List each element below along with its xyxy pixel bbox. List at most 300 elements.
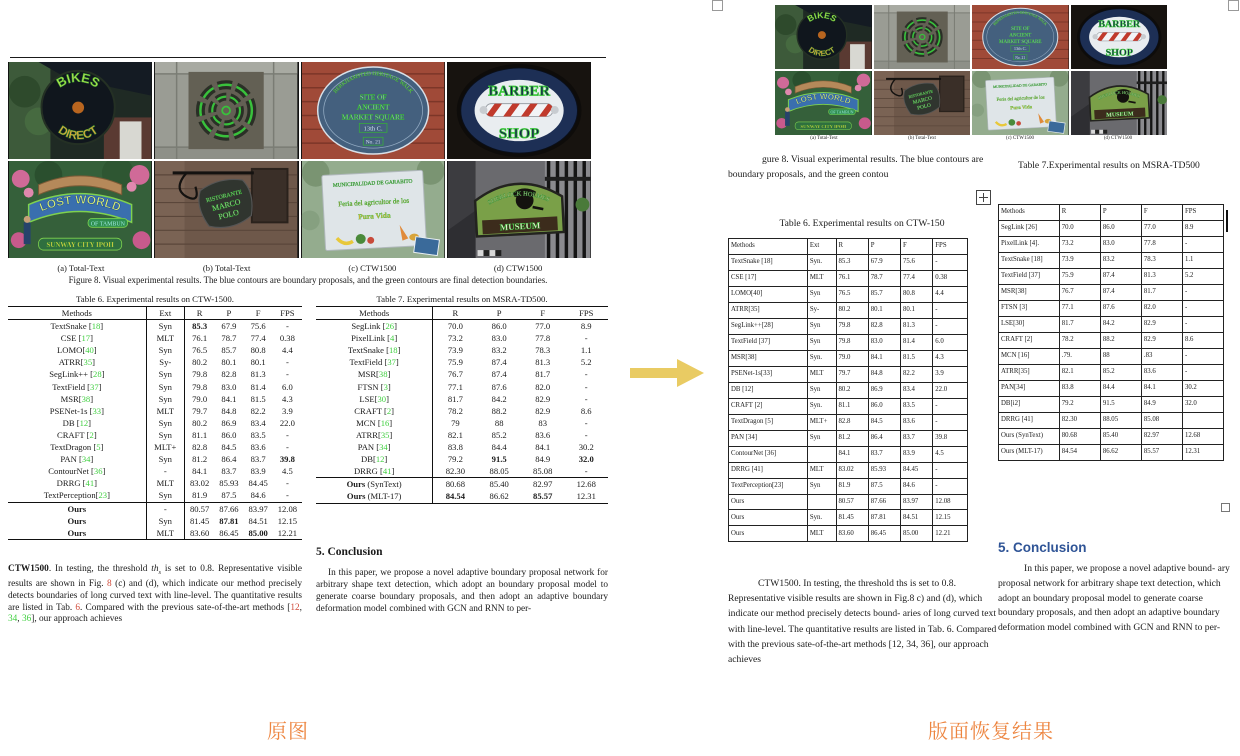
table-cell: 85.00 — [901, 526, 933, 542]
table-cell: 85.7 — [868, 286, 900, 302]
table-row — [729, 350, 968, 366]
column-header: R — [433, 307, 478, 320]
table-cell: 83.8 — [1059, 380, 1100, 396]
table-cell: 91.5 — [491, 454, 507, 465]
table-cell: 87.4 — [491, 369, 507, 380]
table-cell — [807, 494, 836, 510]
table-cell: Ours (SynText) — [999, 428, 1060, 444]
table-cell: 87.4 — [1100, 268, 1141, 284]
table-cell: 0.38 — [279, 333, 295, 344]
table-cell: 22.0 — [279, 417, 295, 428]
table-cell: CSE [17] — [8, 332, 146, 344]
table-cell: 12.68 — [1182, 428, 1223, 444]
table-cell — [1182, 412, 1223, 428]
column-header: Methods — [316, 307, 433, 320]
table-cell: 80.1 — [901, 302, 933, 318]
table-cell: 12.08 — [933, 494, 968, 510]
table-row — [729, 286, 968, 302]
table-cell: 84.5 — [221, 442, 237, 453]
conclusion-paragraph: In this paper, we propose a novel adaptive boundary proposal network for arbitrary shape text detection, which adopt an boundary proposal model to generate coarse boundary proposals, and then adopt an adaptive boundary deformation model combined with GCN and RNN to per- — [316, 568, 608, 614]
table-cell: 39.8 — [933, 430, 968, 446]
table-cell: Sy- — [146, 356, 184, 368]
table-cell: 78.7 — [868, 270, 900, 286]
column-header: R — [1059, 205, 1100, 221]
table-cell: 76.1 — [192, 333, 208, 344]
table-cell: - — [285, 490, 289, 501]
table-cell: 82.8 — [836, 414, 868, 430]
table-cell: PSENet-1s [33] — [8, 405, 146, 417]
column-header: R — [836, 239, 868, 255]
table-cell: 80.8 — [250, 345, 266, 356]
table7-title-recovered: Table 7.Experimental results on MSRA-TD500 — [1018, 160, 1200, 171]
table-cell: DB[i2] — [999, 396, 1060, 412]
table-cell: - — [1182, 348, 1223, 364]
table-row — [999, 316, 1224, 332]
table-cell: 86.4 — [221, 454, 237, 465]
table-cell: 79.7 — [836, 366, 868, 382]
photo-market-plaque-small — [972, 5, 1069, 69]
page-corner-mark-right — [1228, 0, 1239, 11]
table-row — [316, 417, 608, 429]
table-cell: - — [146, 465, 184, 477]
table-cell: DB [12] — [8, 417, 146, 429]
table-cell: ATRR[35] — [8, 356, 146, 368]
table-cell: 12.31 — [576, 491, 596, 502]
table-cell: 73.9 — [447, 345, 463, 356]
table-cell: 87.66 — [868, 494, 900, 510]
table-cell: 85.93 — [219, 478, 239, 489]
table-cell: 81.1 — [192, 429, 208, 440]
table-cell: CRAFT [2] — [999, 332, 1060, 348]
table-row — [999, 236, 1224, 252]
table-cell: 83.0 — [491, 333, 507, 344]
table-cell: - — [1182, 316, 1223, 332]
table-cell: Ours — [8, 527, 146, 540]
table-cell: 82.9 — [1141, 316, 1182, 332]
table-row — [999, 396, 1224, 412]
table-row — [729, 302, 968, 318]
table-cell: 84.4 — [491, 442, 507, 453]
table-cell: - — [285, 442, 289, 453]
table-cell: 84.1 — [535, 442, 551, 453]
table-move-handle-icon[interactable] — [976, 190, 991, 205]
table-cell: 12.31 — [1182, 444, 1223, 460]
table-cell: 83.60 — [189, 527, 210, 538]
photo-marco-polo-small — [874, 71, 971, 135]
table-cell: MLT — [146, 405, 184, 417]
table-cell: Syn — [807, 382, 836, 398]
table-cell: - — [285, 357, 289, 368]
table-cell: 4.5 — [282, 466, 293, 477]
table-cell: 83.02 — [836, 462, 868, 478]
table-cell: SegLink++ [28] — [8, 368, 146, 380]
table-cell: DRRG [41] — [8, 477, 146, 489]
table-cell: 84.4 — [1100, 380, 1141, 396]
table-header-row — [729, 239, 968, 255]
column-header: FPS — [933, 239, 968, 255]
table-cell: 4.4 — [282, 345, 293, 356]
table-cell: - — [584, 429, 588, 440]
table-cell: Ours — [729, 526, 808, 542]
photo-bikes-direct — [8, 62, 152, 159]
table-row — [999, 412, 1224, 428]
table-cell: 84.1 — [836, 446, 868, 462]
table-cell: 82.2 — [250, 405, 266, 416]
table-cell: - — [285, 429, 289, 440]
page-top-rule — [10, 57, 606, 58]
table-cell: ATRR[35] — [999, 364, 1060, 380]
photo-barber-shop — [447, 62, 591, 159]
table-cell: 80.68 — [1059, 428, 1100, 444]
table-row — [729, 462, 968, 478]
table-cell: 81.45 — [189, 515, 210, 526]
table6-title-recovered: Table 6. Experimental results on CTW-150 — [779, 218, 945, 229]
table-cell: 85.3 — [836, 254, 868, 270]
table-cell: 77.4 — [901, 270, 933, 286]
table-cell: 80.1 — [250, 357, 266, 368]
text-cursor — [1226, 210, 1228, 232]
table-cell: Syn — [807, 334, 836, 350]
table-cell: .83 — [1141, 348, 1182, 364]
table-cell: 79.8 — [836, 318, 868, 334]
table-row — [729, 398, 968, 414]
table-cell: 84.6 — [901, 478, 933, 494]
table-cell: 81.3 — [535, 357, 551, 368]
table-cell: 81.9 — [836, 478, 868, 494]
table-cell: 76.5 — [192, 345, 208, 356]
table-cell: DB [12] — [729, 382, 808, 398]
table-cell: 79.7 — [192, 405, 208, 416]
column-header: F — [1141, 205, 1182, 221]
table-row — [316, 332, 608, 344]
table-cell: 83.7 — [250, 454, 266, 465]
table-cell: Syn. — [807, 350, 836, 366]
table-cell: 79.2 — [447, 454, 463, 465]
table-header-row — [999, 205, 1224, 221]
figure8-caption: Figure 8. Visual experimental results. The blue contours are boundary proposals, and the green contours are final detection boundaries. — [68, 275, 548, 285]
table-cell: 85.40 — [477, 478, 521, 491]
table6-recovered — [728, 238, 968, 542]
table-cell: Syn — [146, 393, 184, 405]
table-cell: 79.0 — [192, 393, 208, 404]
table-cell: 88 — [1100, 348, 1141, 364]
table-row — [8, 527, 302, 540]
table-cell: MSR[38] — [999, 284, 1060, 300]
table-cell: 77.0 — [535, 321, 551, 332]
table-cell: 86.0 — [868, 398, 900, 414]
table-cell: 82.8 — [221, 369, 237, 380]
table-row — [729, 510, 968, 526]
column-header: Methods — [999, 205, 1060, 221]
table-cell: MCN [16] — [316, 417, 433, 429]
table-cell: TextPerception[23] — [729, 478, 808, 494]
table-row — [729, 366, 968, 382]
table-row — [729, 254, 968, 270]
table-cell: 22.0 — [933, 382, 968, 398]
table-cell: PAN [34] — [8, 453, 146, 465]
table-cell: TextField [37] — [316, 356, 433, 368]
table-cell: .79. — [1059, 348, 1100, 364]
table-row — [729, 430, 968, 446]
table-cell: 86.4 — [868, 430, 900, 446]
column-header: P — [1100, 205, 1141, 221]
table-cell: 77.8 — [535, 333, 551, 344]
table-cell: 12.21 — [277, 527, 298, 538]
table-resize-handle[interactable] — [1221, 503, 1230, 512]
table7-recovered — [998, 204, 1224, 461]
table-cell: 82.97 — [1141, 428, 1182, 444]
table-cell: 83.02 — [189, 478, 210, 489]
table-cell: 82.0 — [535, 381, 551, 392]
column-header: P — [477, 307, 521, 320]
table-row — [316, 320, 608, 333]
photo-lost-world — [8, 161, 152, 258]
table-cell: 87.6 — [491, 381, 507, 392]
table-cell: 85.57 — [533, 491, 553, 502]
table-cell: - — [933, 462, 968, 478]
table-row — [316, 465, 608, 478]
original-page — [8, 52, 608, 656]
table-cell: 67.9 — [221, 321, 237, 332]
table-cell: 84.45 — [248, 478, 268, 489]
column-header: R — [184, 307, 214, 320]
table-cell: 5.2 — [1182, 268, 1223, 284]
table-cell: 32.0 — [1182, 396, 1223, 412]
table-row — [8, 441, 302, 453]
table-cell: TextSnake [18] — [999, 252, 1060, 268]
table-header-row — [316, 307, 608, 320]
table-cell: 84.51 — [901, 510, 933, 526]
table-cell: Ours — [8, 502, 146, 515]
subcaption-a: (a) Total-Text — [57, 263, 105, 273]
table-cell: 86.45 — [219, 527, 239, 538]
table-cell: - — [285, 369, 289, 380]
table-cell: Syn — [146, 368, 184, 380]
table-cell: PixelLink [4] — [316, 332, 433, 344]
table-cell: 81.2 — [836, 430, 868, 446]
table-cell: 83 — [538, 417, 547, 428]
table-cell: 78.2 — [447, 405, 463, 416]
table-cell: - — [285, 321, 289, 332]
table-cell: 6.0 — [282, 381, 293, 392]
table-cell: 12.15 — [277, 515, 298, 526]
table-cell: FTSN [3] — [999, 300, 1060, 316]
table-cell: DRRG [41] — [729, 462, 808, 478]
column-header: FPS — [1182, 205, 1223, 221]
table-row — [8, 477, 302, 489]
table-cell: 83.8 — [447, 442, 463, 453]
table-cell: 73.2 — [1059, 236, 1100, 252]
column-header: F — [521, 307, 565, 320]
table-cell: 80.8 — [901, 286, 933, 302]
table-row — [999, 268, 1224, 284]
table-cell: 80.1 — [221, 357, 237, 368]
table-cell: Ours (SynText) — [316, 478, 433, 491]
photo-bikes-direct-small — [775, 5, 872, 69]
table-cell: 73.2 — [447, 333, 463, 344]
table-cell: 87.6 — [1100, 300, 1141, 316]
table-row — [316, 368, 608, 380]
table-cell: 83.7 — [221, 466, 237, 477]
table-cell: 0.38 — [933, 270, 968, 286]
table-cell: Syn — [807, 318, 836, 334]
table-cell: 84.2 — [1100, 316, 1141, 332]
figure8-photo-grid — [8, 62, 591, 258]
table-cell: 87.4 — [491, 357, 507, 368]
table-cell: 84.6 — [250, 490, 266, 501]
table-cell: MLT — [807, 462, 836, 478]
table-cell: 84.51 — [248, 515, 268, 526]
conclusion-paragraph-recovered: In this paper, we propose a novel adaptive bound- ary proposal network for arbitrary shape text detection, which adopt an boundary proposal model to generate coarse boundary proposals, and then adopt an adaptive boundary deformation model combined with GCN and RNN to per- — [998, 563, 1230, 634]
table-cell: 84.8 — [868, 366, 900, 382]
table-cell: 83.4 — [901, 382, 933, 398]
table-cell: 84.45 — [901, 462, 933, 478]
table-cell: Syn — [146, 515, 184, 527]
table-cell: 79.0 — [836, 350, 868, 366]
table-cell: - — [933, 478, 968, 494]
table-cell: 83.6 — [901, 414, 933, 430]
table-cell: 75.6 — [250, 321, 266, 332]
table-cell: 81.5 — [250, 393, 266, 404]
table-row — [729, 526, 968, 542]
table-cell: 81.7 — [447, 393, 463, 404]
table-cell: 79.8 — [192, 381, 208, 392]
table-row — [316, 405, 608, 417]
table-cell: Ours — [729, 510, 808, 526]
figure8-photo-grid-recovered — [775, 5, 1167, 135]
table-cell: 82.9 — [1141, 332, 1182, 348]
table-cell: 76.1 — [836, 270, 868, 286]
table-cell: 86.0 — [1100, 220, 1141, 236]
table-row — [316, 478, 608, 491]
table-cell: 85.08 — [1141, 412, 1182, 428]
table-row — [8, 332, 302, 344]
table-cell: 83.7 — [901, 430, 933, 446]
table-row — [999, 252, 1224, 268]
table-cell: - — [285, 478, 289, 489]
table-cell: TextDragon [5] — [8, 441, 146, 453]
table-cell: 80.57 — [836, 494, 868, 510]
table-cell: 88 — [494, 417, 504, 428]
table-cell: 81.4 — [250, 381, 266, 392]
table-cell: 86.0 — [221, 429, 237, 440]
table-cell: 83.5 — [250, 429, 266, 440]
table-cell: 77.1 — [1059, 300, 1100, 316]
table-cell: MLT — [146, 527, 184, 540]
table-cell: 83.9 — [901, 446, 933, 462]
table-cell: 5.2 — [580, 357, 592, 368]
table-cell: TextDragon [5] — [729, 414, 808, 430]
table-cell: Syn — [146, 320, 184, 333]
table-cell: 81.4 — [901, 334, 933, 350]
table-cell: 81.7 — [1059, 316, 1100, 332]
table-cell: 84.5 — [868, 414, 900, 430]
table-cell: 76.5 — [836, 286, 868, 302]
table-cell: Syn — [146, 453, 184, 465]
table-cell: - — [584, 369, 588, 380]
table-cell: 75.9 — [447, 357, 463, 368]
table-cell: MLT — [807, 270, 836, 286]
table-cell: 84.1 — [868, 350, 900, 366]
table-cell: 86.0 — [491, 321, 507, 332]
table-cell: 85.7 — [221, 345, 237, 356]
table-cell: 81.3 — [901, 318, 933, 334]
table-cell: 3.9 — [933, 366, 968, 382]
table-cell: 88.05 — [1100, 412, 1141, 428]
table-cell: 30.2 — [578, 442, 594, 453]
table-cell: 84.1 — [221, 393, 237, 404]
column-header: P — [214, 307, 243, 320]
table-cell: 83.2 — [1100, 252, 1141, 268]
table-row — [729, 494, 968, 510]
table-cell: FTSN [3] — [316, 381, 433, 393]
table-cell: - — [1182, 364, 1223, 380]
table-cell: TextPerception[23] — [8, 489, 146, 502]
table-row — [8, 393, 302, 405]
table-cell: - — [1182, 236, 1223, 252]
table-cell: 86.45 — [868, 526, 900, 542]
table-cell: ContourNet [36] — [8, 465, 146, 477]
table-row — [999, 300, 1224, 316]
table-cell: TextField [37] — [8, 381, 146, 393]
label-original: 原图 — [267, 721, 309, 743]
photo-municipal-sign-small — [972, 71, 1069, 135]
table-row — [999, 284, 1224, 300]
column-header: Methods — [729, 239, 808, 255]
table-cell: 82.9 — [535, 405, 551, 416]
table-cell: Syn. — [807, 398, 836, 414]
column-header: FPS — [564, 307, 608, 320]
table-cell: Syn. — [807, 254, 836, 270]
table-cell: 83.6 — [535, 429, 551, 440]
table-row — [729, 318, 968, 334]
table-row — [729, 414, 968, 430]
table-cell: 85.2 — [491, 429, 507, 440]
table-cell: 87.5 — [221, 490, 237, 501]
table-cell: 81.7 — [1141, 284, 1182, 300]
table-cell: 84.54 — [1059, 444, 1100, 460]
table-cell: - — [584, 466, 588, 477]
table-cell: 79.8 — [192, 369, 208, 380]
table-cell: 82.0 — [1141, 300, 1182, 316]
table-cell: 77.4 — [250, 333, 266, 344]
table-cell: 12.68 — [564, 478, 608, 491]
table-cell: 87.4 — [1100, 284, 1141, 300]
table-cell: MSR[38] — [729, 350, 808, 366]
table-cell: ATRR[35] — [316, 429, 433, 441]
table-cell: 83.9 — [250, 466, 266, 477]
table-cell: 83.60 — [836, 526, 868, 542]
table-cell: SegLink [26] — [316, 320, 433, 333]
table-cell: - — [584, 381, 588, 392]
table-row — [999, 444, 1224, 460]
table-header-row — [8, 307, 302, 320]
table-cell: PAN [34] — [729, 430, 808, 446]
table-cell: 77.1 — [447, 381, 463, 392]
subcaption-b: (b) Total-Text — [202, 263, 251, 273]
table-cell: 80.2 — [192, 417, 208, 428]
subcaption-c: (c) CTW1500 — [348, 263, 397, 273]
table-cell: Ours — [729, 494, 808, 510]
table-cell: 8.9 — [580, 321, 592, 332]
table-cell: 78.7 — [221, 333, 237, 344]
table-cell: - — [584, 393, 588, 404]
column-header: FPS — [273, 307, 302, 320]
subcaption-d-small: (d) CTW1500 — [1103, 136, 1133, 141]
table-cell: 87.81 — [219, 515, 239, 526]
table-cell: 88.2 — [491, 405, 507, 416]
table-row — [999, 348, 1224, 364]
